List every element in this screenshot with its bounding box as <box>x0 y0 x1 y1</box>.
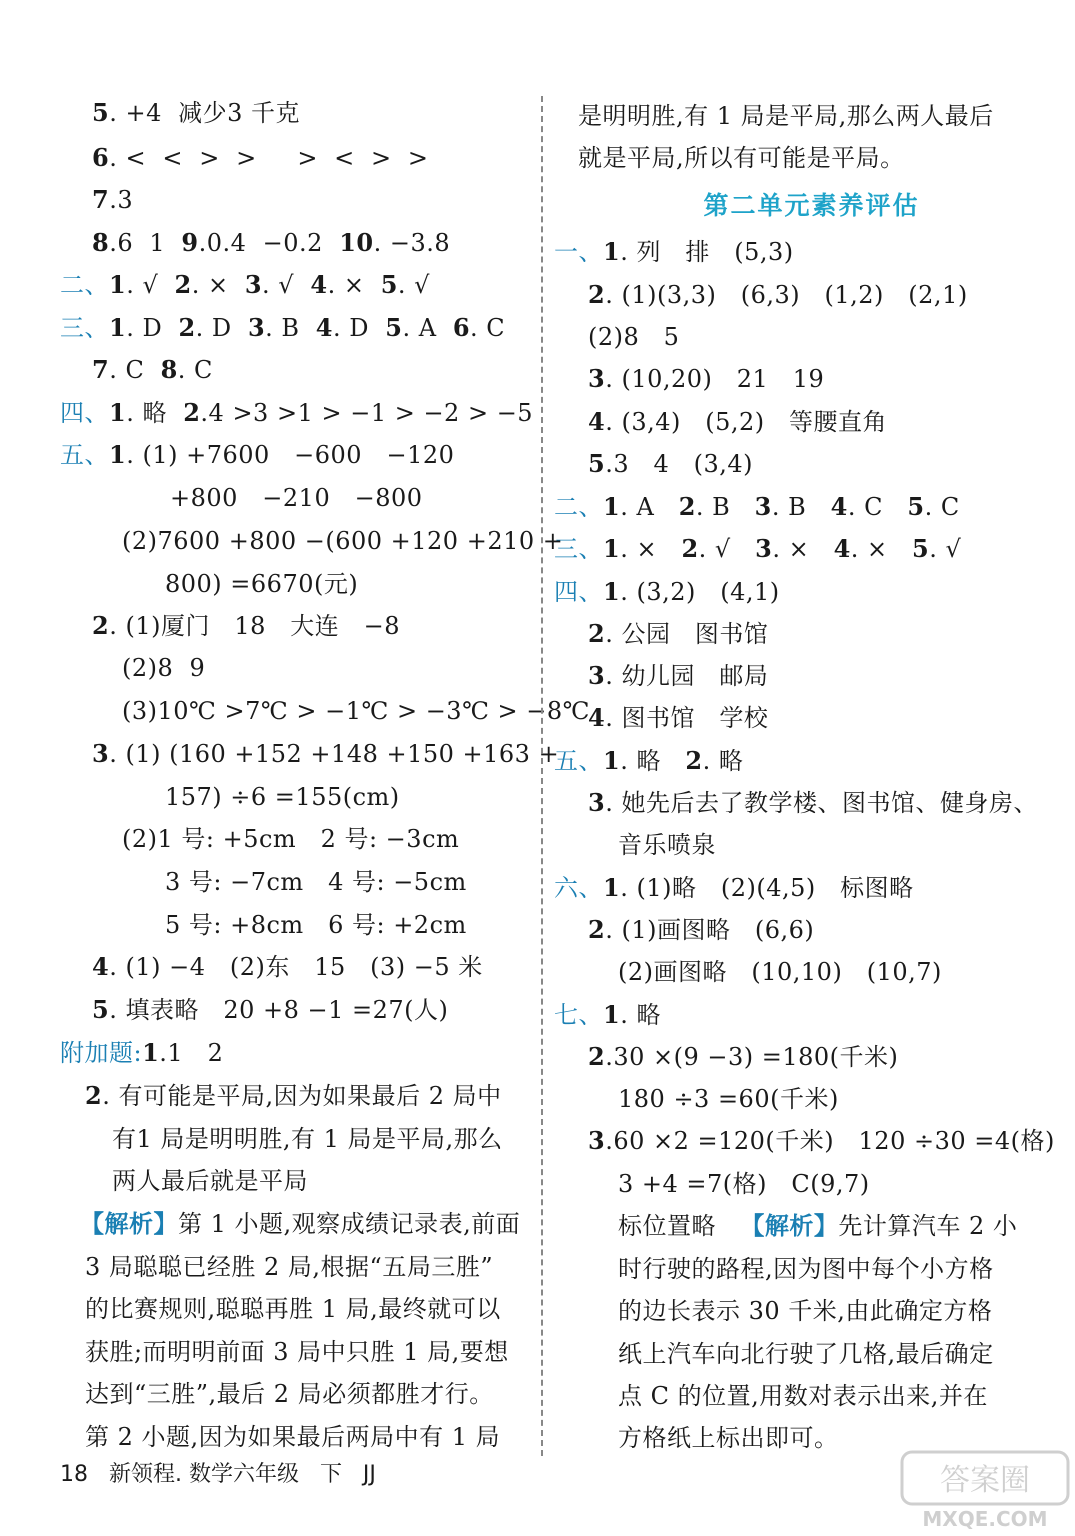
answer-line <box>588 617 768 651</box>
question-number: 5 <box>907 492 925 521</box>
answer-text: . D <box>333 314 386 342</box>
answer-text: . 公园 图书馆 <box>605 620 769 648</box>
answer-text: 的比赛规则,聪聪再胜 1 局,最终就可以 <box>85 1295 501 1323</box>
answer-line <box>554 998 661 1032</box>
answer-line <box>578 141 905 175</box>
question-number: 2 <box>678 492 696 521</box>
answer-line <box>92 353 213 387</box>
question-number: 1 <box>142 1038 160 1067</box>
answer-text: . +4 减少3 千克 <box>109 99 300 127</box>
answer-line <box>588 1040 898 1074</box>
question-number: 2 <box>588 280 606 309</box>
section-marker: 六、 <box>554 874 603 902</box>
answer-text: 的边长表示 30 千米,由此确定方格 <box>618 1297 993 1325</box>
answer-text: . C <box>847 493 908 521</box>
question-number: 3 <box>755 534 773 563</box>
question-number: 1 <box>603 492 621 521</box>
answer-text: . A <box>402 314 453 342</box>
answer-text: . (3,4) (5,2) 等腰直角 <box>605 408 888 436</box>
question-number: 2 <box>92 611 110 640</box>
question-number: 2 <box>685 746 703 775</box>
answer-text: . B <box>265 314 316 342</box>
answer-text: 3 +4 =7(格) C(9,7) <box>618 1170 870 1198</box>
answer-line <box>92 141 429 175</box>
answer-line <box>60 396 533 430</box>
watermark-text: 答案圈 <box>940 1463 1030 1498</box>
question-number: 4 <box>588 703 606 732</box>
answer-text: . A <box>620 493 679 521</box>
answer-line <box>588 278 968 312</box>
question-number: 6 <box>92 143 110 172</box>
answer-line <box>618 1167 870 1201</box>
answer-line <box>618 1421 839 1455</box>
answer-text: 3 号: −7cm 4 号: −5cm <box>165 868 467 896</box>
answer-line <box>60 268 430 302</box>
section-marker: 四、 <box>554 578 603 606</box>
answer-line <box>92 226 450 260</box>
section-marker: 一、 <box>554 238 603 266</box>
answer-text: . C <box>177 356 213 384</box>
answer-text: . D <box>126 314 179 342</box>
answer-text: . (1) +7600 −600 −120 <box>126 441 455 469</box>
answer-line <box>618 955 942 989</box>
answer-text: 第 2 小题,因为如果最后两局中有 1 局 <box>85 1423 501 1451</box>
answer-text: (2)1 号: +5cm 2 号: −3cm <box>122 825 460 853</box>
question-number: 1 <box>603 1000 621 1029</box>
answer-text: . 填表略 20 +8 −1 =27(人) <box>109 996 449 1024</box>
answer-text: 纸上汽车向北行驶了几格,最后确定 <box>618 1340 994 1368</box>
answer-text: (2)8 9 <box>122 654 206 682</box>
section-marker: 附加题: <box>60 1039 143 1067</box>
question-number: 1 <box>109 270 127 299</box>
answer-text: . 幼儿园 邮局 <box>605 662 769 690</box>
section-marker: 二、 <box>554 493 603 521</box>
answer-line <box>60 1036 223 1070</box>
question-number: 3 <box>754 492 772 521</box>
question-number: 2 <box>183 398 201 427</box>
answer-text: 音乐喷泉 <box>618 831 716 859</box>
answer-line <box>588 362 824 396</box>
answer-text: (2)7600 +800 −(600 +120 +210 + <box>122 527 564 555</box>
answer-line <box>165 865 467 899</box>
question-number: 3 <box>588 661 606 690</box>
question-number: 1 <box>109 398 127 427</box>
page-footer: 18 新领程. 数学六年级 下 JJ <box>60 1462 376 1487</box>
answer-line <box>618 828 716 862</box>
answer-line <box>122 822 459 856</box>
answer-line <box>554 235 794 269</box>
answer-line <box>554 575 780 609</box>
answer-line <box>588 659 768 693</box>
answer-text: 157) ÷6 =155(cm) <box>165 783 400 811</box>
answer-text: .3 <box>109 186 134 214</box>
answer-line <box>618 1082 839 1116</box>
answer-text: 标位置略 <box>618 1212 741 1240</box>
question-number: 8 <box>92 228 110 257</box>
answer-text: 点 C 的位置,用数对表示出来,并在 <box>618 1382 988 1410</box>
answer-text: . 略 <box>620 1001 661 1029</box>
answer-text: . 略 <box>620 747 686 775</box>
watermark-logo <box>900 1450 1070 1532</box>
answer-line <box>92 993 448 1027</box>
answer-text: 800) =6670(元) <box>165 570 359 598</box>
question-number: 1 <box>603 237 621 266</box>
answer-line <box>85 1335 509 1369</box>
answer-line <box>588 913 814 947</box>
answer-text: 获胜;而明明前面 3 局中只胜 1 局,要想 <box>85 1338 509 1366</box>
answer-line <box>588 320 679 354</box>
question-number: 5 <box>588 449 606 478</box>
answer-text: 方格纸上标出即可。 <box>618 1424 839 1452</box>
answer-text: . (1)(3,3) (6,3) (1,2) (2,1) <box>605 281 968 309</box>
answer-text: 达到“三胜”,最后 2 局必须都胜才行。 <box>85 1380 494 1408</box>
answer-line <box>85 1250 493 1284</box>
answer-line <box>165 908 467 942</box>
answer-line <box>588 701 768 735</box>
answer-line <box>92 950 483 984</box>
answer-text: .4 >3 >1 > −1 > −2 > −5 <box>200 399 534 427</box>
answer-text: . −3.8 <box>373 229 451 257</box>
answer-line <box>112 1164 308 1198</box>
section-marker: 五、 <box>554 747 603 775</box>
answer-text: 5 号: +8cm 6 号: +2cm <box>165 911 467 939</box>
answer-line <box>588 447 753 481</box>
answer-text: +800 −210 −800 <box>170 484 423 512</box>
answer-text: . × <box>850 535 913 563</box>
answer-line <box>122 524 563 558</box>
answer-line <box>578 99 994 133</box>
question-number: 5 <box>380 270 398 299</box>
question-number: 7 <box>92 355 110 384</box>
answer-text: 3 局聪聪已经胜 2 局,根据“五局三胜” <box>85 1253 494 1281</box>
answer-text: .3 4 (3,4) <box>605 450 754 478</box>
answer-line <box>588 786 1038 820</box>
answer-text: . √ <box>929 535 962 563</box>
question-number: 5 <box>385 313 403 342</box>
answer-line <box>554 871 914 905</box>
answer-text: . (1) −4 (2)东 15 (3) −5 米 <box>109 953 483 981</box>
analysis-tag: 【解析】 <box>740 1211 839 1240</box>
answer-line <box>85 1079 502 1113</box>
answer-line <box>588 1124 1055 1158</box>
question-number: 4 <box>830 492 848 521</box>
answer-line <box>588 405 887 439</box>
answer-text: 就是平局,所以有可能是平局。 <box>578 144 905 172</box>
answer-line <box>112 1122 503 1156</box>
question-number: 2 <box>681 534 699 563</box>
section-marker: 二、 <box>60 271 109 299</box>
question-number: 4 <box>833 534 851 563</box>
answer-text: (2)8 5 <box>588 323 680 351</box>
question-number: 2 <box>588 915 606 944</box>
answer-text: . √ <box>397 271 430 299</box>
answer-line <box>92 737 559 771</box>
answer-line <box>554 490 960 524</box>
answer-line <box>618 1337 994 1371</box>
answer-text: . 列 排 (5,3) <box>620 238 794 266</box>
answer-line <box>554 744 743 778</box>
answer-text: . D <box>195 314 248 342</box>
answer-line <box>618 1209 1017 1243</box>
analysis-tag: 【解析】 <box>80 1209 178 1238</box>
question-number: 4 <box>92 952 110 981</box>
answer-line <box>85 1377 494 1411</box>
answer-text: .30 ×(9 −3) =180(千米) <box>605 1043 899 1071</box>
question-number: 3 <box>247 313 266 342</box>
question-number: 3 <box>244 270 263 299</box>
answer-text: . √ <box>698 535 756 563</box>
answer-text: (2)画图略 (10,10) (10,7) <box>618 958 942 986</box>
question-number: 1 <box>603 746 621 775</box>
answer-text: . × <box>327 271 381 299</box>
answer-text: .6 1 <box>109 229 182 257</box>
answer-text: .1 2 <box>159 1039 224 1067</box>
answer-text: 180 ÷3 =60(千米) <box>618 1085 839 1113</box>
answer-text: 时行驶的路程,因为图中每个小方格 <box>618 1255 994 1283</box>
answer-text: . × <box>772 535 834 563</box>
question-number: 5 <box>912 534 930 563</box>
column-divider <box>541 96 543 1456</box>
section-marker: 三、 <box>554 535 603 563</box>
answer-text: . 她先后去了教学楼、图书馆、健身房、 <box>605 789 1038 817</box>
question-number: 4 <box>315 313 333 342</box>
answer-text: . B <box>771 493 831 521</box>
question-number: 3 <box>588 1126 606 1155</box>
question-number: 7 <box>92 185 110 214</box>
answer-line <box>92 96 300 130</box>
question-number: 2 <box>588 619 606 648</box>
answer-text: 有1 局是明明胜,有 1 局是平局,那么 <box>112 1125 503 1153</box>
question-number: 4 <box>588 407 606 436</box>
question-number: 2 <box>178 313 196 342</box>
question-number: 3 <box>92 739 110 768</box>
section-marker: 七、 <box>554 1001 603 1029</box>
question-number: 6 <box>452 313 471 342</box>
answer-text: . C <box>470 314 506 342</box>
answer-text: . B <box>695 493 755 521</box>
answer-line <box>165 567 358 601</box>
question-number: 4 <box>310 270 328 299</box>
question-number: 2 <box>174 270 192 299</box>
question-number: 9 <box>181 228 199 257</box>
answer-text: . (1)画图略 (6,6) <box>605 916 815 944</box>
answer-text: . 图书馆 学校 <box>605 704 769 732</box>
answer-text: . C <box>109 356 161 384</box>
answer-line <box>618 1252 994 1286</box>
section-title: 第二单元素养评估 <box>703 191 920 220</box>
answer-text: . × <box>620 535 682 563</box>
answer-text: . √ <box>126 271 175 299</box>
section-marker: 三、 <box>60 314 109 342</box>
answer-line <box>618 1294 992 1328</box>
answer-line <box>60 438 454 472</box>
answer-text: .0.4 −0.2 <box>198 229 340 257</box>
answer-line <box>85 1420 500 1454</box>
answer-line <box>170 481 423 515</box>
answer-text: 是明明胜,有 1 局是平局,那么两人最后 <box>578 102 994 130</box>
answer-text: . (1) (160 +152 +148 +150 +163 + <box>109 740 560 768</box>
answer-line <box>122 694 590 728</box>
answer-text: . × <box>191 271 245 299</box>
answer-text: . (10,20) 21 19 <box>605 365 825 393</box>
question-number: 1 <box>603 873 621 902</box>
answer-text: . (3,2) (4,1) <box>620 578 780 606</box>
section-marker: 四、 <box>60 399 109 427</box>
question-number: 2 <box>85 1081 103 1110</box>
question-number: 1 <box>603 534 621 563</box>
question-number: 1 <box>603 577 621 606</box>
answer-line <box>80 1207 520 1241</box>
question-number: 5 <box>92 995 110 1024</box>
answer-text: . C <box>924 493 960 521</box>
question-number: 8 <box>160 355 178 384</box>
question-number: 10 <box>339 228 374 257</box>
answer-text: . 有可能是平局,因为如果最后 2 局中 <box>102 1082 502 1110</box>
question-number: 2 <box>588 1042 606 1071</box>
answer-text: (3)10℃ >7℃ > −1℃ > −3℃ > −8℃ <box>122 697 591 725</box>
answer-text: 第 1 小题,观察成绩记录表,前面 <box>178 1210 521 1238</box>
question-number: 1 <box>109 313 127 342</box>
answer-text: . 略 <box>126 399 184 427</box>
answer-line <box>60 311 505 345</box>
answer-line <box>122 651 205 685</box>
question-number: 3 <box>588 788 606 817</box>
answer-text: 先计算汽车 2 小 <box>838 1212 1018 1240</box>
section-marker: 五、 <box>60 441 109 469</box>
answer-text: . 略 <box>702 747 744 775</box>
answer-text: . √ <box>262 271 311 299</box>
answer-line <box>165 780 400 814</box>
svg-text:MXQE.COM: MXQE.COM <box>922 1507 1048 1531</box>
answer-line <box>92 183 133 217</box>
answer-text: . (1)厦门 18 大连 −8 <box>109 612 401 640</box>
answer-text: .60 ×2 =120(千米) 120 ÷30 =4(格) <box>605 1127 1055 1155</box>
answer-line <box>92 609 400 643</box>
answer-line <box>554 532 961 566</box>
question-number: 5 <box>92 98 110 127</box>
answer-text: . (1)略 (2)(4,5) 标图略 <box>620 874 914 902</box>
answer-text: . < < > > > < > > <box>109 144 429 172</box>
answer-line <box>618 1379 988 1413</box>
answer-line <box>85 1292 501 1326</box>
question-number: 3 <box>588 364 606 393</box>
question-number: 1 <box>109 440 127 469</box>
answer-text: 两人最后就是平局 <box>112 1167 308 1195</box>
